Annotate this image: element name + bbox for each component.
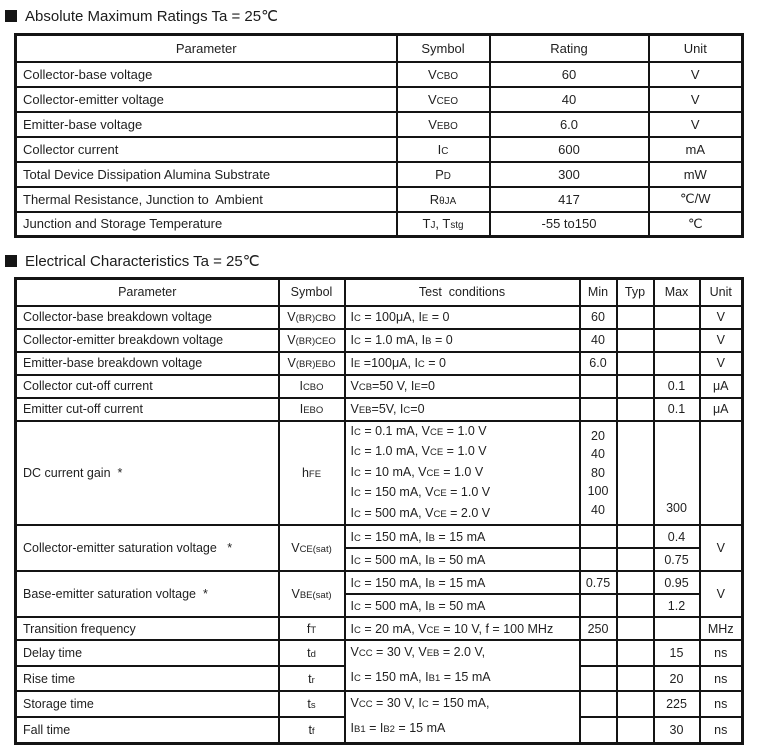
min-cell: [580, 398, 617, 421]
subscript: r: [311, 674, 315, 686]
abs-max-section-title: [0, 0, 757, 25]
param-cell: Emitter-base voltage: [16, 112, 397, 137]
symbol-cell: VCBO: [397, 62, 490, 87]
cond-cell: IC = 150 mA, IB = 15 mA: [345, 571, 580, 594]
table-row: [16, 640, 743, 666]
rating-cell: 6.0: [490, 112, 649, 137]
typ-cell: [617, 398, 654, 421]
param-cell: Collector-emitter breakdown voltage: [16, 329, 279, 352]
subscript: B: [428, 601, 435, 613]
subscript: C: [441, 145, 449, 157]
unit-cell: ℃: [649, 212, 743, 237]
symbol-cell: VEBO: [397, 112, 490, 137]
symbol-cell: ts: [279, 691, 345, 717]
min-cell: 0.75: [580, 571, 617, 594]
condition-line: VCC = 30 V, VEB = 2.0 V,: [350, 645, 486, 659]
column-header-parameter: Parameter: [16, 279, 279, 306]
symbol-cell: tr: [279, 666, 345, 692]
subscript: CC: [358, 648, 373, 659]
condition-line: IC = 150 mA, VCE = 1.0 V: [350, 485, 491, 499]
subscript: E: [414, 382, 421, 393]
typ-cell: [617, 375, 654, 398]
subscript: C: [353, 508, 361, 520]
condition-line: IC = 500 mA, VCE = 2.0 V: [350, 505, 491, 520]
cond-cell: [345, 640, 580, 691]
unit-cell: μA: [700, 398, 743, 421]
subscript: s: [310, 700, 316, 712]
param-cell: Collector cut-off current: [16, 375, 279, 398]
symbol-cell: fT: [279, 617, 345, 640]
subscript: C: [353, 488, 361, 499]
subscript: EBO: [436, 120, 458, 132]
symbol-cell: VCE(sat): [279, 525, 345, 571]
symbol-cell: td: [279, 640, 345, 666]
cond-cell: [345, 421, 580, 526]
subscript: C: [421, 699, 429, 711]
subscript: C: [353, 578, 361, 590]
subscript: E: [353, 359, 361, 370]
subscript: CE: [426, 624, 440, 636]
subscript: C: [403, 405, 411, 416]
subscript: C: [353, 555, 361, 567]
max-cell: [654, 329, 700, 352]
subscript: B: [425, 336, 432, 347]
symbol-cell: hFE: [279, 421, 345, 526]
typ-cell: [617, 594, 654, 617]
condition-line: VCC = 30 V, IC = 150 mA,: [350, 696, 490, 711]
subscript: f: [311, 726, 315, 738]
typ-cell: [617, 352, 654, 375]
subscript: CB: [358, 382, 373, 393]
subscript: CC: [358, 699, 373, 711]
column-header-typ: Typ: [617, 279, 654, 306]
subscript: C: [353, 336, 361, 347]
unit-cell: ns: [700, 717, 743, 743]
condition-line: 80: [591, 465, 605, 480]
table-row: [16, 525, 743, 548]
cond-cell: VCB=50 V, IE=0: [345, 375, 580, 398]
subscript: B: [428, 532, 435, 544]
max-cell: 0.1: [654, 375, 700, 398]
subscript: B2: [383, 724, 395, 736]
table-row: [16, 691, 743, 717]
unit-cell: ns: [700, 640, 743, 666]
param-cell: Storage time: [16, 691, 279, 717]
section-bullet-icon: [5, 10, 17, 22]
table-row: [16, 329, 743, 352]
unit-cell: ns: [700, 666, 743, 692]
table-row: [16, 87, 743, 112]
subscript: J: [430, 220, 436, 232]
min-cell: [580, 375, 617, 398]
unit-cell: V: [700, 571, 743, 617]
param-cell: Collector-base voltage: [16, 62, 397, 87]
min-cell: 40: [580, 329, 617, 352]
unit-cell: ns: [700, 691, 743, 717]
unit-cell: MHz: [700, 617, 743, 640]
max-cell: 0.1: [654, 398, 700, 421]
condition-line: 40: [591, 502, 605, 517]
column-header-unit: Unit: [649, 35, 743, 62]
subscript: CE(sat): [299, 544, 332, 555]
subscript: B1: [428, 672, 441, 684]
symbol-cell: V(BR)EBO: [279, 352, 345, 375]
typ-cell: [617, 571, 654, 594]
symbol-cell: TJ, Tstg: [397, 212, 490, 237]
min-cell: 250: [580, 617, 617, 640]
param-cell: Delay time: [16, 640, 279, 666]
symbol-cell: PD: [397, 162, 490, 187]
param-cell: Junction and Storage Temperature: [16, 212, 397, 237]
table-row: [16, 421, 743, 526]
max-cell: [654, 352, 700, 375]
table-row: [16, 398, 743, 421]
column-header-symbol: Symbol: [397, 35, 490, 62]
subscript: C: [353, 672, 361, 684]
param-cell: Transition frequency: [16, 617, 279, 640]
subscript: C: [353, 313, 361, 324]
param-cell: Total Device Dissipation Alumina Substrate: [16, 162, 397, 187]
min-cell: [580, 717, 617, 743]
subscript: C: [353, 532, 361, 544]
subscript: CBO: [302, 382, 324, 393]
cond-cell: IE =100μA, IC = 0: [345, 352, 580, 375]
cond-cell: IC = 500 mA, IB = 50 mA: [345, 594, 580, 617]
column-header-test-conditions: Test conditions: [345, 279, 580, 306]
param-cell: Collector-base breakdown voltage: [16, 306, 279, 329]
unit-cell: V: [649, 87, 743, 112]
subscript: C: [353, 447, 361, 458]
max-cell: 0.75: [654, 548, 700, 571]
param-cell: Collector-emitter saturation voltage *: [16, 525, 279, 571]
table-row: [16, 137, 743, 162]
unit-cell: V: [700, 525, 743, 571]
subscript: C: [353, 601, 361, 613]
subscript: EBO: [303, 405, 324, 416]
min-cell: [580, 691, 617, 717]
symbol-cell: IEBO: [279, 398, 345, 421]
table-row: [16, 212, 743, 237]
subscript: C: [417, 359, 425, 370]
unit-cell: mA: [649, 137, 743, 162]
max-cell: [654, 306, 700, 329]
subscript: CE: [430, 447, 444, 458]
param-cell: Base-emitter saturation voltage *: [16, 571, 279, 617]
table-row: [16, 306, 743, 329]
param-cell: Emitter cut-off current: [16, 398, 279, 421]
table-row: [16, 352, 743, 375]
unit-cell: V: [700, 352, 743, 375]
absolute-maximum-ratings-table: [14, 33, 744, 238]
symbol-cell: VBE(sat): [279, 571, 345, 617]
param-cell: Emitter-base breakdown voltage: [16, 352, 279, 375]
condition-line: 20: [591, 428, 605, 443]
max-cell: 0.4: [654, 525, 700, 548]
subscript: D: [443, 170, 451, 182]
table-row: [16, 187, 743, 212]
section-bullet-icon: [5, 255, 17, 267]
param-cell: Fall time: [16, 717, 279, 743]
rating-cell: 417: [490, 187, 649, 212]
param-cell: Rise time: [16, 666, 279, 692]
max-cell: 300: [654, 421, 700, 526]
typ-cell: [617, 617, 654, 640]
typ-cell: [617, 548, 654, 571]
unit-cell: mW: [649, 162, 743, 187]
param-cell: Collector current: [16, 137, 397, 162]
typ-cell: [617, 666, 654, 692]
typ-cell: [617, 329, 654, 352]
subscript: T: [310, 624, 317, 636]
subscript: d: [310, 648, 316, 660]
cond-cell: VEB=5V, IC=0: [345, 398, 580, 421]
subscript: C: [353, 624, 361, 636]
table-row: [16, 112, 743, 137]
typ-cell: [617, 691, 654, 717]
min-cell: 6.0: [580, 352, 617, 375]
table-row: [16, 162, 743, 187]
column-header-max: Max: [654, 279, 700, 306]
subscript: C: [353, 426, 361, 438]
typ-cell: [617, 717, 654, 743]
typ-cell: [617, 525, 654, 548]
min-cell: [580, 548, 617, 571]
typ-cell: [617, 421, 654, 526]
subscript: stg: [450, 220, 464, 232]
subscript: EB: [426, 648, 440, 659]
symbol-cell: VCEO: [397, 87, 490, 112]
rating-cell: -55 to150: [490, 212, 649, 237]
rating-cell: 300: [490, 162, 649, 187]
table-row: [16, 375, 743, 398]
subscript: BE(sat): [299, 590, 332, 601]
cond-cell: IC = 100μA, IE = 0: [345, 306, 580, 329]
subscript: E: [421, 313, 429, 324]
subscript: (BR)EBO: [295, 359, 336, 370]
unit-cell: V: [649, 112, 743, 137]
condition-line: IB1 = IB2 = 15 mA: [350, 721, 446, 736]
cond-cell: IC = 20 mA, VCE = 10 V, f = 100 MHz: [345, 617, 580, 640]
max-cell: 225: [654, 691, 700, 717]
min-cell: [580, 594, 617, 617]
max-cell: 30: [654, 717, 700, 743]
min-cell: [580, 421, 617, 526]
subscript: CBO: [436, 70, 459, 82]
elec-char-title-text: Electrical Characteristics Ta = 25℃: [25, 253, 260, 270]
min-cell: [580, 640, 617, 666]
cond-cell: [345, 691, 580, 743]
subscript: CE: [433, 508, 447, 520]
min-cell: 60: [580, 306, 617, 329]
subscript: B1: [353, 724, 366, 736]
typ-cell: [617, 306, 654, 329]
subscript: CE: [430, 426, 444, 438]
electrical-characteristics-table: [14, 277, 744, 745]
min-cell: [580, 666, 617, 692]
unit-cell: μA: [700, 375, 743, 398]
subscript: (BR)CBO: [295, 313, 336, 324]
header-row: [16, 35, 743, 62]
symbol-cell: RθJA: [397, 187, 490, 212]
unit-cell: V: [700, 306, 743, 329]
symbol-cell: tf: [279, 717, 345, 743]
subscript: EB: [358, 405, 372, 416]
param-cell: DC current gain *: [16, 421, 279, 526]
symbol-cell: V(BR)CBO: [279, 306, 345, 329]
condition-line: 40: [591, 447, 605, 461]
subscript: θJA: [439, 195, 457, 207]
subscript: B: [428, 555, 435, 567]
unit-cell: [700, 421, 743, 526]
subscript: CE: [426, 467, 440, 479]
cond-cell: IC = 500 mA, IB = 50 mA: [345, 548, 580, 571]
condition-line: IC = 150 mA, IB1 = 15 mA: [350, 669, 491, 684]
subscript: CE: [433, 488, 447, 499]
abs-max-title-text: Absolute Maximum Ratings Ta = 25℃: [25, 8, 278, 25]
header-row: [16, 279, 743, 306]
subscript: FE: [308, 468, 322, 480]
subscript: C: [353, 467, 361, 479]
condition-line: IC = 0.1 mA, VCE = 1.0 V: [350, 423, 487, 438]
max-cell: 20: [654, 666, 700, 692]
typ-cell: [617, 640, 654, 666]
param-cell: Thermal Resistance, Junction to Ambient: [16, 187, 397, 212]
min-cell: [580, 525, 617, 548]
column-header-unit: Unit: [700, 279, 743, 306]
subscript: (BR)CEO: [295, 336, 336, 347]
column-header-parameter: Parameter: [16, 35, 397, 62]
condition-line: IC = 1.0 mA, VCE = 1.0 V: [350, 444, 487, 458]
max-cell: 1.2: [654, 594, 700, 617]
rating-cell: 600: [490, 137, 649, 162]
unit-cell: V: [649, 62, 743, 87]
condition-line: IC = 10 mA, VCE = 1.0 V: [350, 464, 484, 479]
unit-cell: V: [700, 329, 743, 352]
column-header-rating: Rating: [490, 35, 649, 62]
param-cell: Collector-emitter voltage: [16, 87, 397, 112]
rating-cell: 40: [490, 87, 649, 112]
column-header-symbol: Symbol: [279, 279, 345, 306]
subscript: CEO: [436, 95, 459, 107]
subscript: B: [428, 578, 435, 590]
table-row: [16, 571, 743, 594]
unit-cell: ℃/W: [649, 187, 743, 212]
elec-char-section-title: [0, 238, 757, 270]
cond-cell: IC = 1.0 mA, IB = 0: [345, 329, 580, 352]
symbol-cell: ICBO: [279, 375, 345, 398]
condition-line: 100: [587, 484, 609, 498]
table-row: [16, 617, 743, 640]
column-header-min: Min: [580, 279, 617, 306]
rating-cell: 60: [490, 62, 649, 87]
max-cell: [654, 617, 700, 640]
symbol-cell: V(BR)CEO: [279, 329, 345, 352]
cond-cell: IC = 150 mA, IB = 15 mA: [345, 525, 580, 548]
table-row: [16, 62, 743, 87]
max-cell: 15: [654, 640, 700, 666]
max-cell: 0.95: [654, 571, 700, 594]
symbol-cell: IC: [397, 137, 490, 162]
